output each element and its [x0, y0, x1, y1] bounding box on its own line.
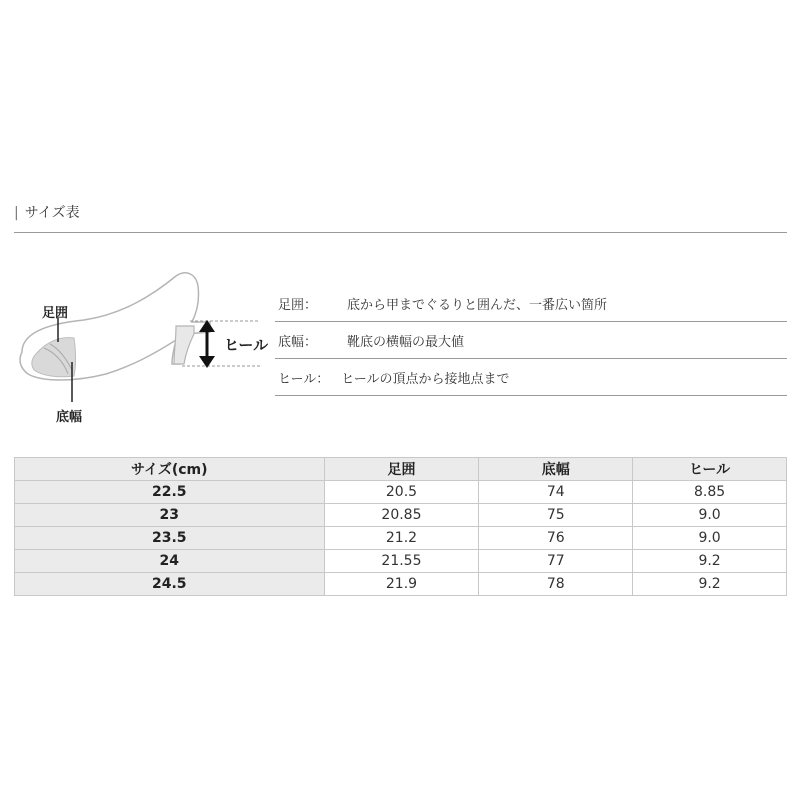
table-row — [15, 481, 787, 504]
table-row — [15, 504, 787, 527]
header-size: サイズ(cm) — [15, 458, 325, 481]
table-row — [15, 573, 787, 596]
cell-sole-width: 78 — [479, 573, 633, 596]
definition-desc: 底から甲までぐるりと囲んだ、一番広い箇所 — [347, 297, 608, 313]
header-sole-width: 底幅 — [479, 458, 633, 481]
cell-foot-circumference: 21.2 — [324, 527, 479, 550]
cell-size: 24 — [15, 550, 325, 573]
cell-size: 22.5 — [15, 481, 325, 504]
definition-desc: ヒールの頂点から接地点まで — [341, 371, 510, 387]
cell-sole-width: 75 — [479, 504, 633, 527]
cell-foot-circumference: 21.55 — [324, 550, 479, 573]
cell-size: 23 — [15, 504, 325, 527]
cell-heel: 9.2 — [633, 573, 787, 596]
cell-heel: 9.0 — [633, 527, 787, 550]
cell-heel: 8.85 — [633, 481, 787, 504]
cell-heel: 9.2 — [633, 550, 787, 573]
table-row — [15, 550, 787, 573]
definition-row — [275, 285, 787, 322]
section-marker: | — [14, 205, 19, 221]
cell-sole-width: 76 — [479, 527, 633, 550]
table-row — [15, 527, 787, 550]
table-header-row — [15, 458, 787, 481]
header-heel: ヒール — [633, 458, 787, 481]
definition-row — [275, 322, 787, 359]
definition-term: 足囲： — [278, 297, 318, 313]
definition-term: ヒール： — [278, 371, 330, 387]
cell-heel: 9.0 — [633, 504, 787, 527]
cell-sole-width: 77 — [479, 550, 633, 573]
cell-size: 23.5 — [15, 527, 325, 550]
label-heel-height: ヒール — [224, 336, 269, 354]
cell-size: 24.5 — [15, 573, 325, 596]
cell-foot-circumference: 20.85 — [324, 504, 479, 527]
cell-sole-width: 74 — [479, 481, 633, 504]
header-foot-circumference: 足囲 — [324, 458, 479, 481]
definition-desc: 靴底の横幅の最大値 — [347, 334, 465, 350]
definitions-list — [275, 285, 787, 396]
label-sole-width: 底幅 — [56, 410, 83, 425]
section-title — [14, 202, 80, 222]
shoe-diagram — [14, 262, 276, 432]
size-table — [14, 457, 787, 596]
cell-foot-circumference: 21.9 — [324, 573, 479, 596]
cell-foot-circumference: 20.5 — [324, 481, 479, 504]
definition-term: 底幅： — [278, 334, 318, 350]
section-header — [14, 200, 787, 233]
section-title-text: サイズ表 — [24, 205, 80, 221]
definition-row — [275, 359, 787, 396]
label-foot-circumference: 足囲 — [42, 306, 69, 321]
